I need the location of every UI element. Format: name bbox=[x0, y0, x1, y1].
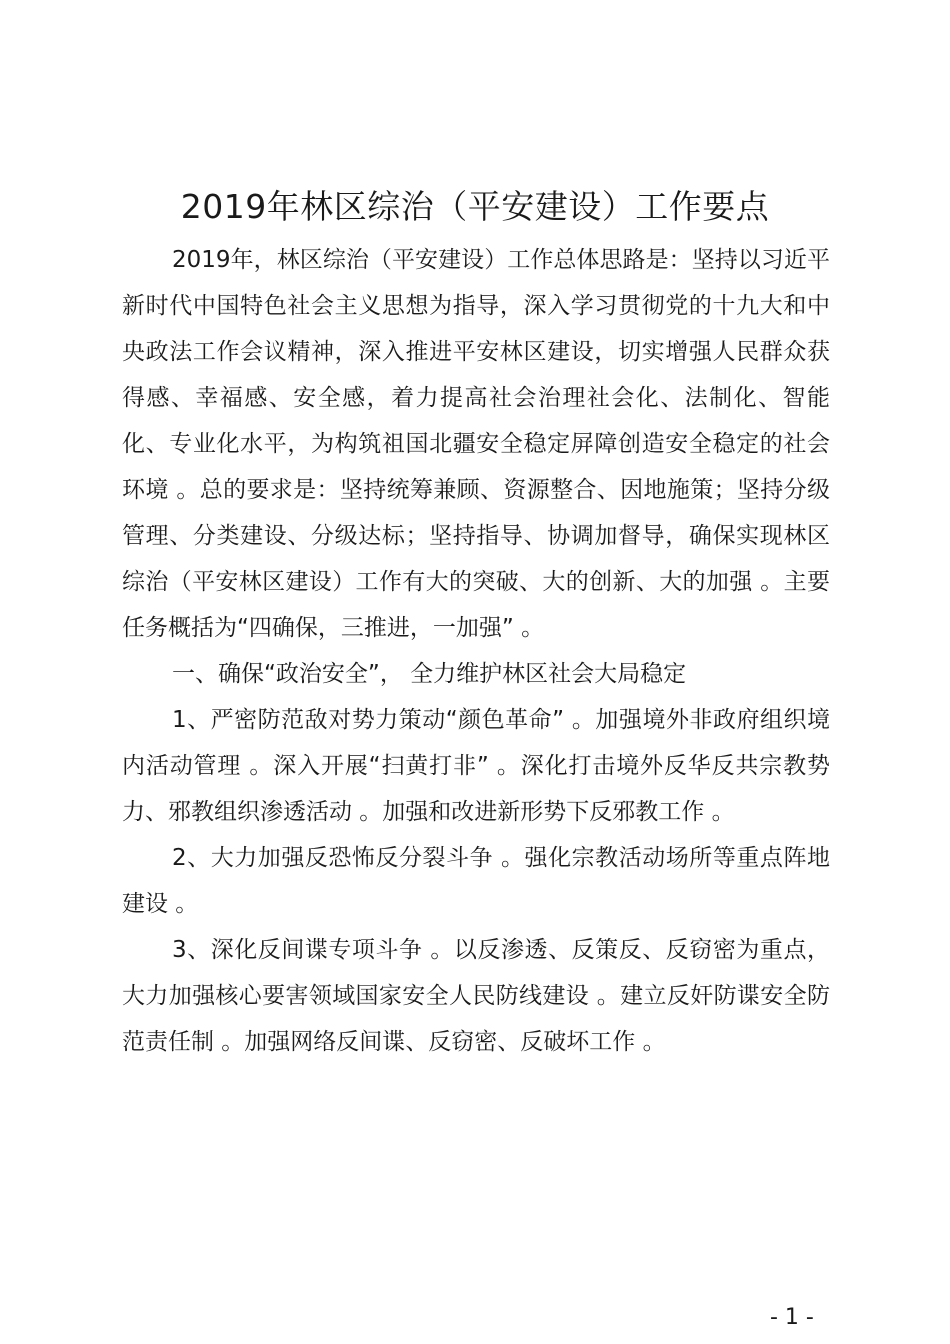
intro-paragraph: 2019年，林区综治（平安建设）工作总体思路是：坚持以习近平新时代中国特色社会主义思想为指导，深入学习贯彻党的十九大和中央政法工作会议精神，深入推进平安林区建设，切实增强人民群众获得感、幸福感、安全感，着力提高社会治理社会化、法制化、智能化、专业化水平，为构筑祖国北疆安全稳定屏障创造安全稳定的社会环境 。总的要求是：坚持统筹兼顾、资源整合、因地施策；坚持分级管理、分类建设、分级达标；坚持指导、协调加督导，确保实现林区综治（平安林区建设）工作有大的突破、大的创新、大的加强 。主要任务概括为“四确保，三推进，一加强” 。 bbox=[122, 247, 830, 641]
section-heading-1: 一、确保“政治安全”， 全力维护林区社会大局稳定 bbox=[172, 661, 687, 687]
item-1-paragraph: 1、严密防范敌对势力策动“颜色革命” 。加强境外非政府组织境内活动管理 。深入开展“扫黄打非” 。深化打击境外反华反共宗教势力、邪教组织渗透活动 。加强和改进新形势下反邪教工作 。 bbox=[122, 707, 830, 825]
document-body bbox=[122, 237, 830, 1065]
item-3-paragraph: 3、深化反间谍专项斗争 。以反渗透、反策反、反窃密为重点，大力加强核心要害领域国家安全人民防线建设 。建立反奸防谍安全防范责任制 。加强网络反间谍、反窃密、反破坏工作 。 bbox=[122, 937, 830, 1055]
document-title: 2019年林区综治（平安建设）工作要点 bbox=[180, 187, 770, 226]
item-2-paragraph: 2、大力加强反恐怖反分裂斗争 。强化宗教活动场所等重点阵地建设 。 bbox=[122, 845, 830, 917]
page-number: - 1 - bbox=[770, 1305, 814, 1330]
